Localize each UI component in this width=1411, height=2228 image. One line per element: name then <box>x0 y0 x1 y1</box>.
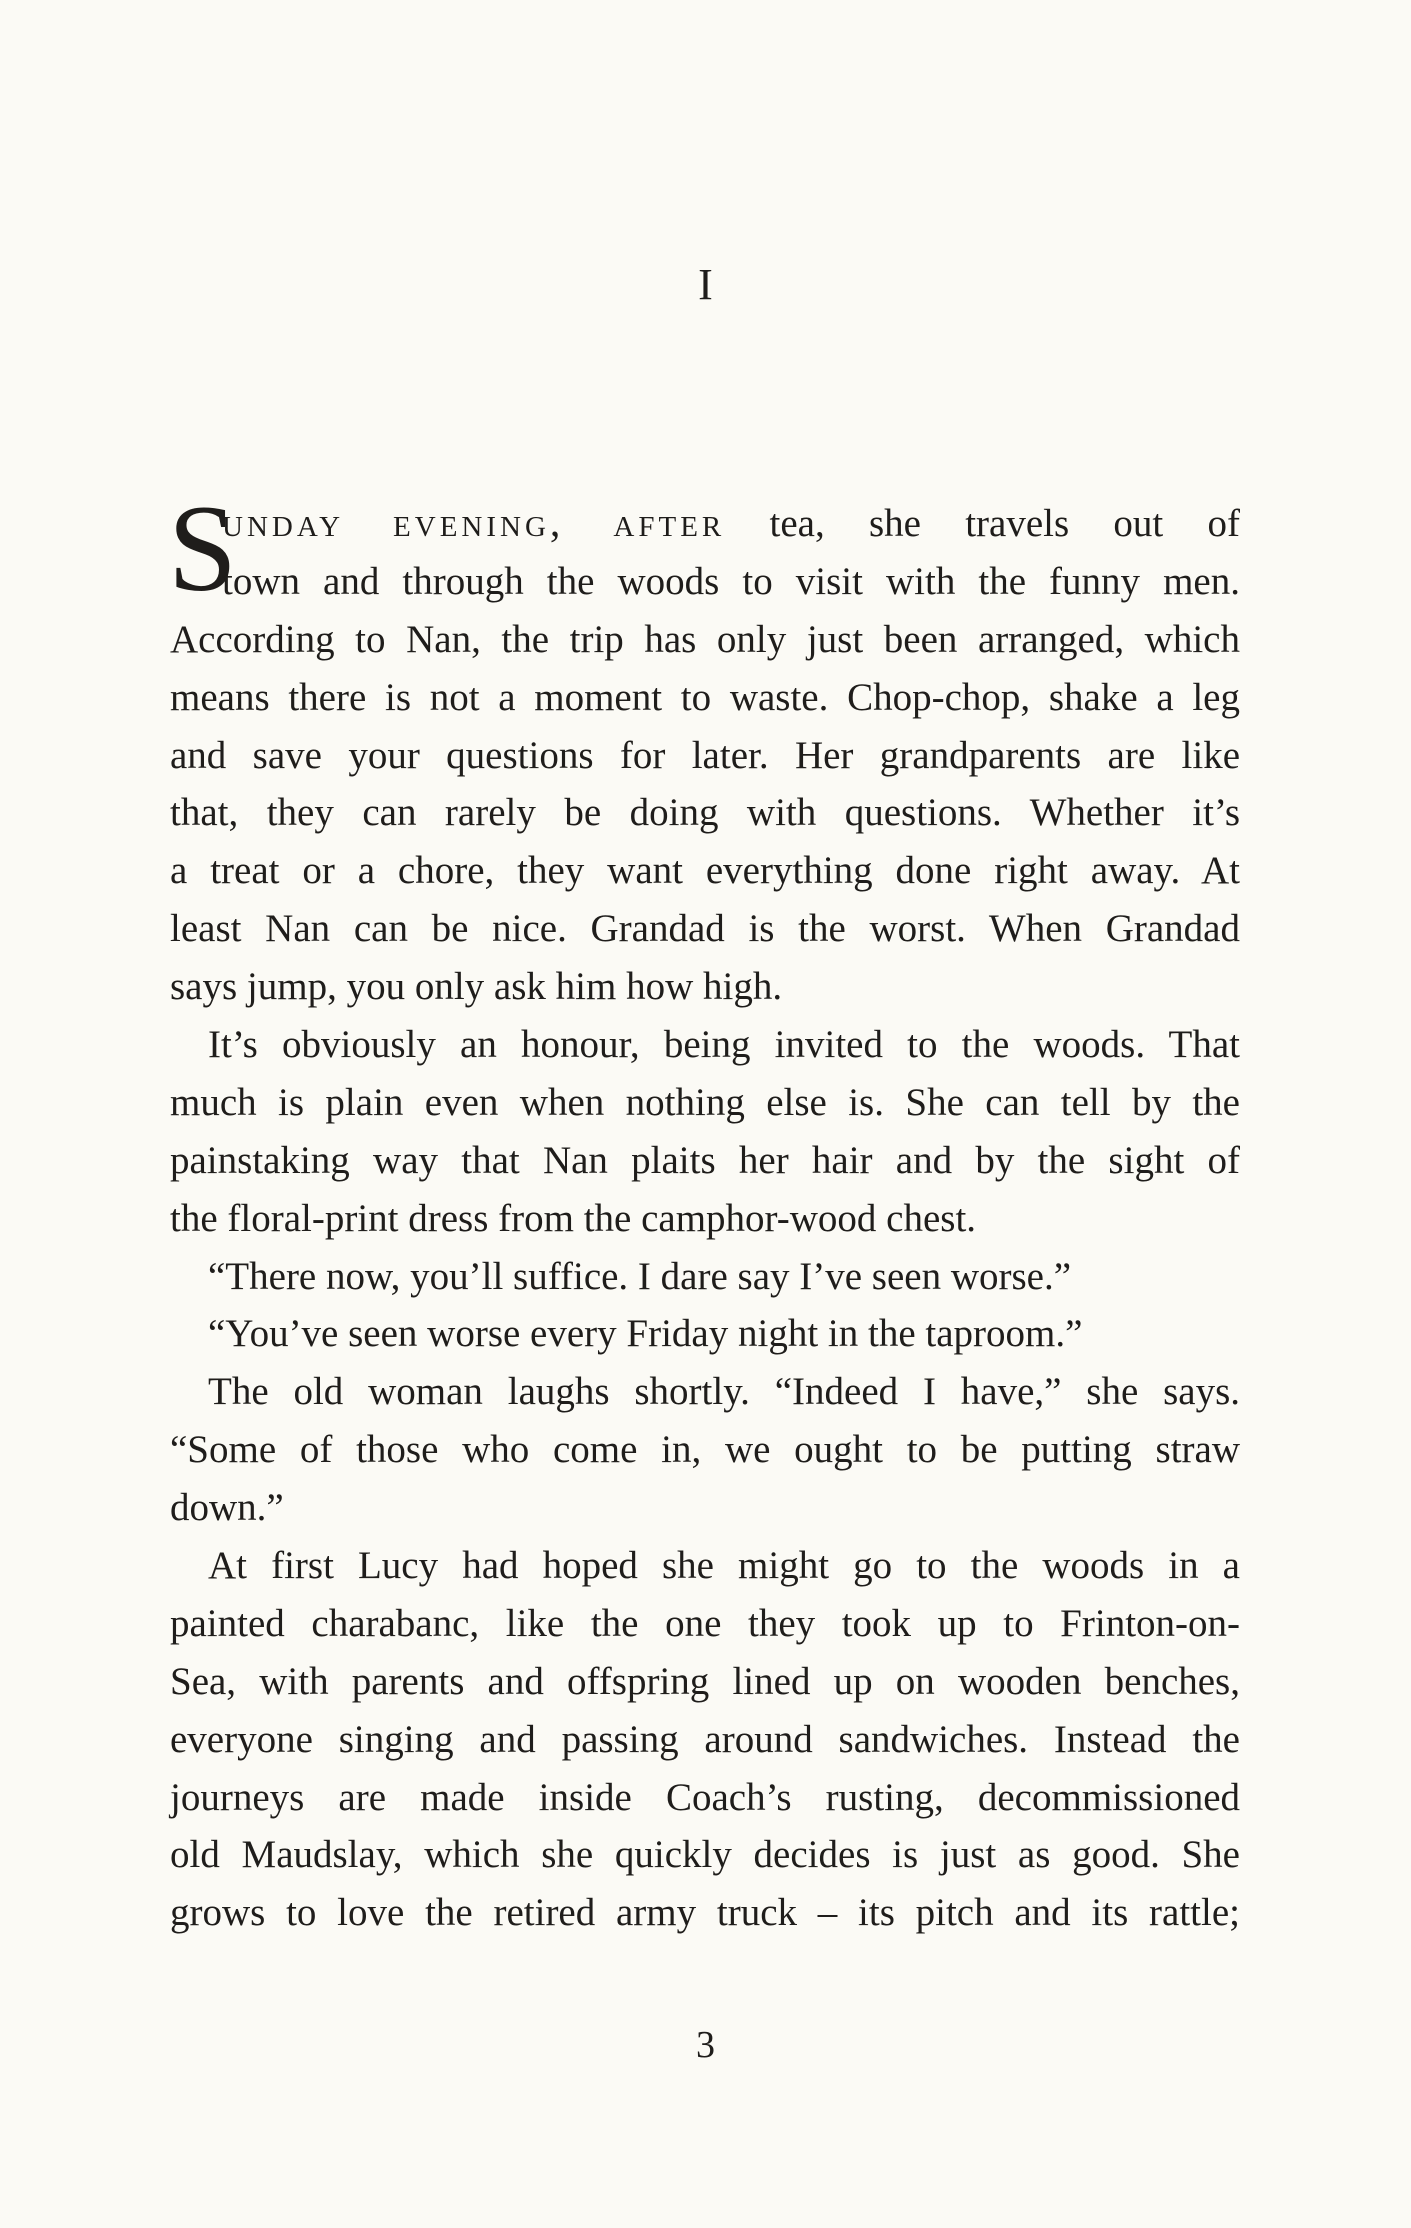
text-line-2: town and through the woods to visit with the funny men. <box>222 559 1240 603</box>
page-number: 3 <box>696 2024 715 2066</box>
drop-cap: S <box>168 480 237 617</box>
text-line-18: down.” <box>170 1486 284 1530</box>
text-line-11: much is plain even when nothing else is. She can tell by the <box>170 1080 1240 1124</box>
text-line-1-rest: tea, she travels out of <box>725 502 1240 545</box>
text-line-19: At first Lucy had hoped she might go to the woods in a <box>208 1544 1240 1588</box>
text-line-23: journeys are made inside Coach’s rusting, decommissioned <box>170 1775 1240 1819</box>
opening-smallcaps: unday evening, after <box>222 500 726 546</box>
chapter-number: I <box>698 260 713 309</box>
text-line-9: says jump, you only ask him how high. <box>170 965 783 1009</box>
text-line-6: that, they can rarely be doing with questions. Whether it’s <box>170 791 1240 835</box>
text-line-25: grows to love the retired army truck – its pitch and its rattle; <box>170 1891 1240 1935</box>
text-line-15: “You’ve seen worse every Friday night in the taproom.” <box>208 1312 1083 1356</box>
text-line-12: painstaking way that Nan plaits her hair and by the sight of <box>170 1138 1240 1182</box>
text-line-7: a treat or a chore, they want everything done right away. At <box>170 849 1240 893</box>
text-line-22: everyone singing and passing around sandwiches. Instead the <box>170 1717 1240 1761</box>
text-line-24: old Maudslay, which she quickly decides is just as good. She <box>170 1833 1240 1877</box>
text-line-16: The old woman laughs shortly. “Indeed I have,” she says. <box>208 1370 1240 1414</box>
text-line-10: It’s obviously an honour, being invited to the woods. That <box>208 1023 1240 1067</box>
body-text <box>168 480 1240 1942</box>
text-line-20: painted charabanc, like the one they took up to Frinton-on- <box>170 1601 1240 1645</box>
text-line-17: “Some of those who come in, we ought to be putting straw <box>170 1428 1240 1472</box>
text-line-5: and save your questions for later. Her grandparents are like <box>170 733 1240 777</box>
text-line-3: According to Nan, the trip has only just been arranged, which <box>170 617 1240 661</box>
text-line-14: “There now, you’ll suffice. I dare say I’ve seen worse.” <box>208 1254 1072 1298</box>
text-line-4: means there is not a moment to waste. Chop-chop, shake a leg <box>170 675 1240 719</box>
text-line-13: the floral-print dress from the camphor-wood chest. <box>170 1196 977 1240</box>
text-line-21: Sea, with parents and offspring lined up on wooden benches, <box>170 1659 1240 1703</box>
text-line-8: least Nan can be nice. Grandad is the worst. When Grandad <box>170 907 1240 951</box>
